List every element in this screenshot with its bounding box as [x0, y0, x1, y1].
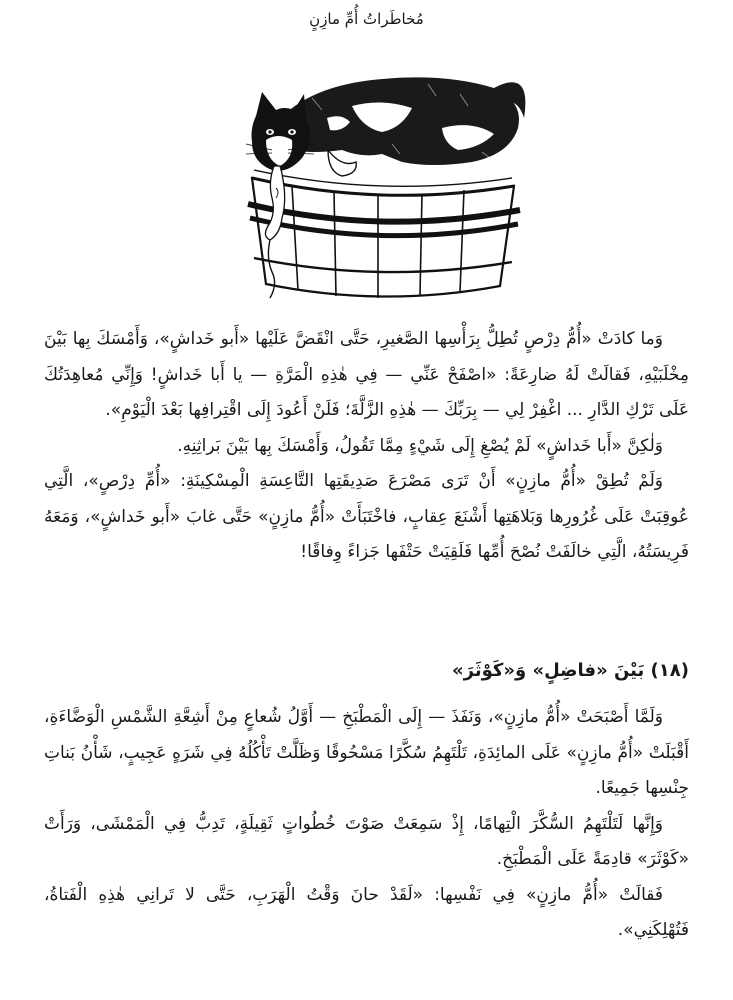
paragraph: وَما كادَتْ «أُمُّ دِرْصٍ تُطِلُّ بِرَأْسِها الصَّغيرِ، حَتَّى انْقَضَّ عَلَيْها «أَبو خَداشٍ»، وَأَمْسَكَ بِها بَيْنَ مِخْلَبَيْهِ، فَقالَتْ لَهُ ضارِعَةً: «اصْفَحْ عَنِّي — فِي هٰذِهِ الْمَرَّةِ — يا أَبا خَداشٍ! وَإِنِّي مُعاهِدَتُكَ عَلَى تَرْكِ الدَّارِ ... اغْفِرْ لِي — بِرَبِّكَ — هٰذِهِ الزَّلَّةَ؛ فَلَنْ أَعُودَ إِلَى اقْتِرافِها بَعْدَ الْيَوْمِ».	[44, 329, 689, 420]
paragraph: وَلَمَّا أَصْبَحَتْ «أُمُّ مازِنٍ»، وَنَفَذَ — إِلَى الْمَطْبَخِ — أَوَّلُ شُعاعٍ مِنْ أَشِعَّةِ الشَّمْسِ الْوَضَّاءَةِ، أَقْبَلَتْ «أُمُّ مازِنٍ» عَلَى المائِدَةِ، تَلْتَهِمُ سُكَّرًا مَسْحُوقًا وَظَلَّتْ تَأْكُلُهُ فِي شَرَهٍ عَجِيبٍ، شَأْنُ بَناتِ جِنْسِها جَمِيعًا.	[44, 707, 689, 798]
paragraph: وَلٰكِنَّ «أَبا خَداشٍ» لَمْ يُصْغِ إِلَى شَيْءٍ مِمَّا تَقُولُ، وَأَمْسَكَ بِها بَيْنَ بَراثِنِهِ.	[177, 435, 663, 456]
section-heading: (١٨) بَيْنَ «فاضِلٍ» وَ«كَوْثَرَ»	[452, 660, 689, 681]
paragraph: وَلَمْ تُطِقْ «أُمُّ مازِنٍ» أَنْ تَرَى مَصْرَعَ صَدِيقَتِها التَّاعِسَةِ الْمِسْكِينَةِ: «أُمِّ دِرْصٍ»، الَّتِي عُوقِبَتْ عَلَى غُرُورِها وَبَلاهَتِها أَشْنَعَ عِقابٍ، فاخْتَبَأَتْ «أُمُّ مازِنٍ» حَتَّى غابَ «أَبو خَداشٍ»، وَمَعَهُ فَرِيسَتُهُ، الَّتِي خالَفَتْ نُصْحَ أُمِّها فَلَقِيَتْ حَتْفَها جَزاءً وِفاقًا!	[44, 471, 689, 562]
paragraph: فَقالَتْ «أُمُّ مازِنٍ» فِي نَفْسِها: «لَقَدْ حانَ وَقْتُ الْهَرَبِ، حَتَّى لا تَرانِي هٰذِهِ الْفَتاةُ، فَتُهْلِكَنِي».	[44, 884, 689, 940]
story-text-before-section	[44, 322, 689, 571]
paragraph: وَإِنَّها لَتَلْتَهِمُ السُّكَّرَ الْتِهامًا، إِذْ سَمِعَتْ صَوْتَ خُطُواتٍ ثَقِيلَةٍ، تَدِبُّ فِي الْمَمْشَى، وَرَأَتْ «كَوْثَرَ» قادِمَةً عَلَى الْمَطْبَخِ.	[44, 813, 689, 869]
cat-catching-mouse-on-barrel-drawing	[232, 58, 532, 306]
story-text-after-section	[44, 700, 689, 949]
running-title: مُخاطَراتُ أُمِّ مازِنٍ	[309, 10, 424, 28]
